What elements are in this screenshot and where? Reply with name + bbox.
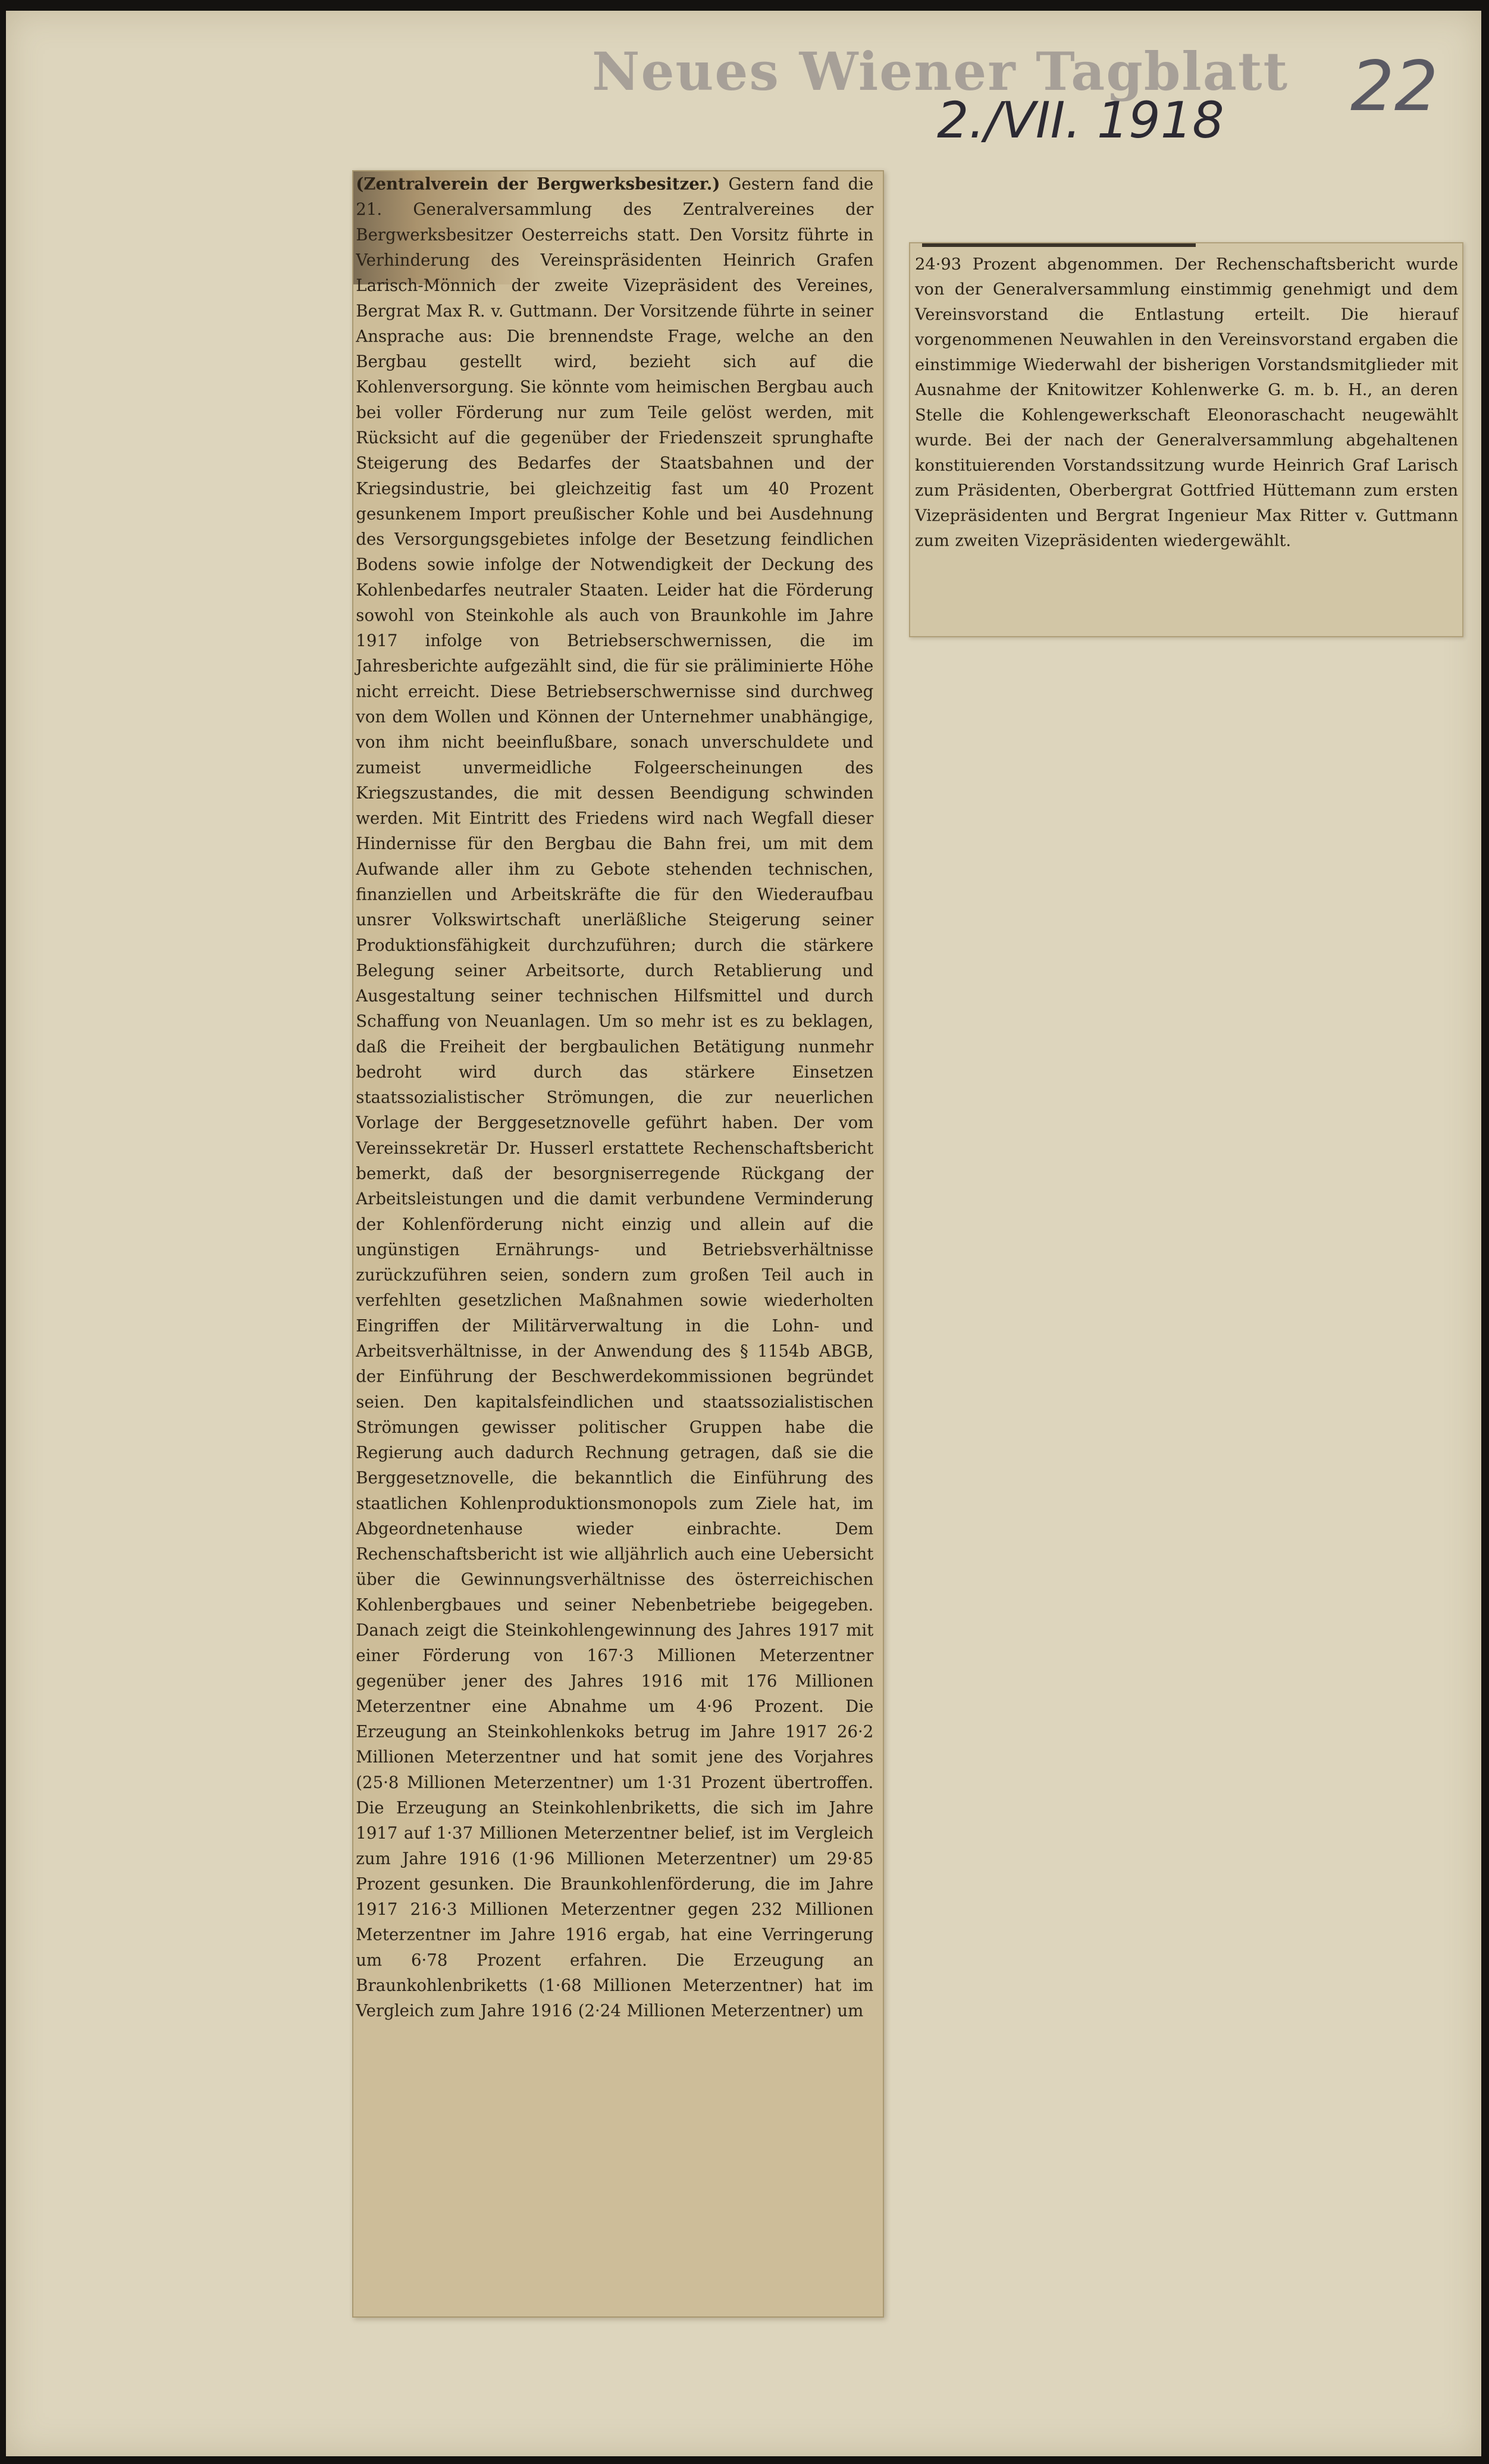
newspaper-name-stamp: Neues Wiener Tagblatt <box>592 40 1289 102</box>
article-clipping-left <box>352 170 884 2318</box>
article-clipping-right <box>909 242 1463 637</box>
handwritten-date: 2./VII. 1918 <box>937 91 1224 149</box>
handwritten-page-number: 22 <box>1350 46 1438 127</box>
article-column-right <box>915 252 1458 553</box>
article-text-left <box>356 171 873 2024</box>
article-column-left <box>353 171 876 2024</box>
article-title: (Zentralverein der Bergwerksbesitzer.) <box>356 174 720 194</box>
article-body-left: Gestern fand die 21. Generalversammlung des Zentralvereines der Bergwerksbesitzer Oesterreichs statt. Den Vorsitz führte in Verhinderung des Vereinspräsidenten Heinrich Grafen Larisch-Mönnich der zweite Vizepräsident des Vereines, Bergrat Max R. v. Guttmann. Der Vorsitzende führte in seiner Ansprache aus: Die brennendste Frage, welche an den Bergbau gestellt wird, bezieht sich auf die Kohlenversorgung. Sie könnte vom heimischen Bergbau auch bei voller Förderung nur zum Teile gelöst werden, mit Rücksicht auf die gegenüber der Friedenszeit sprunghafte Steigerung des Bedarfes der Staatsbahnen und der Kriegsindustrie, bei gleichzeitig fast um 40 Prozent gesunkenem Import preußischer Kohle und bei Ausdehnung des Versorgungsgebietes infolge der Besetzung feindlichen Bodens sowie infolge der Notwendigkeit der Deckung des Kohlenbedarfes neutraler Staaten. Leider hat die Förderung sowohl von Steinkohle als auch von Braunkohle im Jahre 1917 infolge von Betriebserschwernissen, die im Jahresberichte aufgezählt sind, die für sie präliminierte Höhe nicht erreicht. Diese Betriebserschwernisse sind durchweg von dem Wollen und Können der Unternehmer unabhängige, von ihm nicht beeinflußbare, sonach unverschuldete und zumeist unvermeidliche Folgeerscheinungen des Kriegszustandes, die mit dessen Beendigung schwinden werden. Mit Eintritt des Friedens wird nach Wegfall dieser Hindernisse für den Bergbau die Bahn frei, um mit dem Aufwande aller ihm zu Gebote stehenden technischen, finanziellen und Arbeitskräfte die für den Wiederaufbau unsrer Volkswirtschaft unerläßliche Steigerung seiner Produktionsfähigkeit durchzuführen; durch die stärkere Belegung seiner Arbeitsorte, durch Retablierung und Ausgestaltung seiner technischen Hilfsmittel und durch Schaffung von Neuanlagen. Um so mehr ist es zu beklagen, daß die Freiheit der bergbaulichen Betätigung nunmehr bedroht wird durch das stärkere Einsetzen staatssozialistischer Strömungen, die zur neuerlichen Vorlage der Berggesetznovelle geführt haben. Der vom Vereinssekretär Dr. Husserl erstattete Rechenschaftsbericht bemerkt, daß der besorgniserregende Rückgang der Arbeitsleistungen und die damit verbundene Verminderung der Kohlenförderung nicht einzig und allein auf die ungünstigen Ernährungs- und Betriebsverhältnisse zurückzuführen seien, sondern zum großen Teil auch in verfehlten gesetzlichen Maßnahmen sowie wiederholten Eingriffen der Militärverwaltung in die Lohn- und Arbeitsverhältnisse, in der Anwendung des § 1154b ABGB, der Einführung der Beschwerdekommissionen begründet seien. Den kapitalsfeindlichen und staatssozialistischen Strömungen gewisser politischer Gruppen habe die Regierung auch dadurch Rechnung getragen, daß sie die Berggesetznovelle, die bekanntlich die Einführung des staatlichen Kohlenproduktionsmonopols zum Ziele hat, im Abgeordnetenhause wieder einbrachte. Dem Rechenschaftsbericht ist wie alljährlich auch eine Uebersicht über die Gewinnungsverhältnisse des österreichischen Kohlenbergbaues und seiner Nebenbetriebe beigegeben. Danach zeigt die Steinkohlengewinnung des Jahres 1917 mit einer Förderung von 167·3 Millionen Meterzentner gegenüber jener des Jahres 1916 mit 176 Millionen Meterzentner eine Abnahme um 4·96 Prozent. Die Erzeugung an Steinkohlenkoks betrug im Jahre 1917 26·2 Millionen Meterzentner und hat somit jene des Vorjahres (25·8 Millionen Meterzentner) um 1·31 Prozent übertroffen. Die Erzeugung an Steinkohlenbriketts, die sich im Jahre 1917 auf 1·37 Millionen Meterzentner belief, ist im Vergleich zum Jahre 1916 (1·96 Millionen Meterzentner) um 29·85 Prozent gesunken. Die Braunkohlenförderung, die im Jahre 1917 216·3 Millionen Meterzentner gegen 232 Millionen Meterzentner im Jahre 1916 ergab, hat eine Verringerung um 6·78 Prozent erfahren. Die Erzeugung an Braunkohlenbriketts (1·68 Millionen Meterzentner) hat im Vergleich zum Jahre 1916 (2·24 Millionen Meterzentner) um <box>356 174 874 2021</box>
article-body-right: 24·93 Prozent abgenommen. Der Rechenschaftsbericht wurde von der Generalversammlung einstimmig genehmigt und dem Vereinsvorstand die Entlastung erteilt. Die hierauf vorgenommenen Neuwahlen in den Vereinsvorstand ergaben die einstimmige Wiederwahl der bisherigen Vorstandsmitglieder mit Ausnahme der Knitowitzer Kohlenwerke G. m. b. H., an deren Stelle die Kohlengewerkschaft Eleonoraschacht neugewählt wurde. Bei der nach der Generalversammlung abgehaltenen konstituierenden Vorstandssitzung wurde Heinrich Graf Larisch zum Präsidenten, Oberbergrat Gottfried Hüttemann zum ersten Vizepräsidenten und Bergrat Ingenieur Max Ritter v. Guttmann zum zweiten Vizepräsidenten wiedergewählt. <box>915 255 1459 550</box>
column-rule <box>922 243 1196 247</box>
